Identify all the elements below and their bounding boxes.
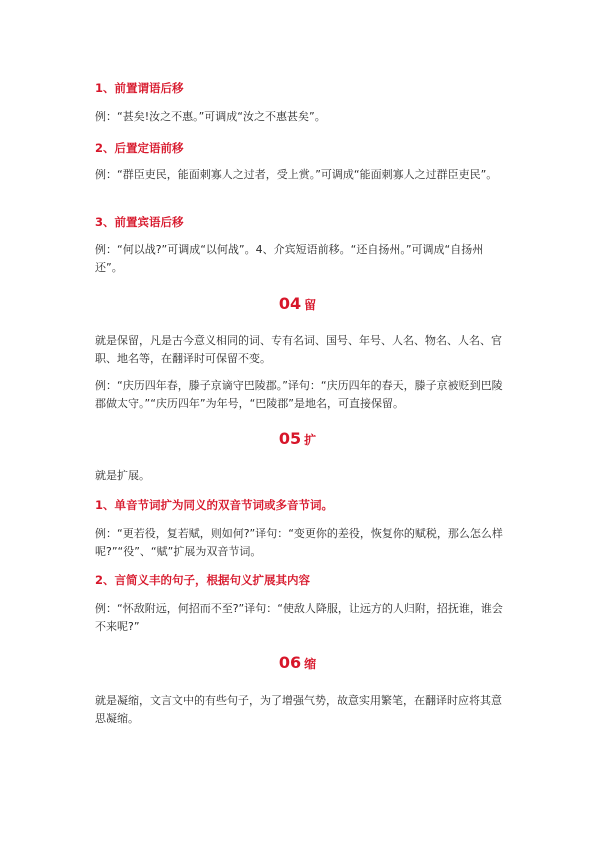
section-word: 留 [304,298,317,312]
heading-sentence-expand: 2、言简义丰的句子，根据句义扩展其内容 [95,573,310,587]
section-title-expand [0,429,595,448]
body-paragraph: 就是保留，凡是古今意义相同的词、专有名词、国号、年号、人名、物名、人名、官职、地名等，在翻译时可保留不变。 [95,334,502,365]
section-number: 05 [278,429,302,448]
heading-monosyllable-expand: 1、单音节词扩为同义的双音节词或多音节词。 [95,498,333,512]
example-paragraph: 例：“甚矣!汝之不惠。”可调成“汝之不惠甚矣”。 [95,110,326,123]
heading-predicate-move: 1、前置谓语后移 [95,81,184,95]
section-title-condense [0,653,595,672]
body-paragraph: 就是扩展。 [95,469,150,482]
example-paragraph: 例：“怀敌附远，何招而不至?”译句：“使敌人降服，让远方的人归附，招抚谁，谁会不来呢?” [95,602,503,633]
section-word: 扩 [304,433,317,447]
example-paragraph: 例：“更若役，复若赋，则如何?”译句：“变更你的差役，恢复你的赋税，那么怎么样呢?”“役”、“赋”扩展为双音节词。 [95,527,503,558]
example-paragraph: 例：“群臣吏民，能面刺寡人之过者，受上赏。”可调成“能面刺寡人之过群臣吏民”。 [95,168,498,181]
heading-attributive-move: 2、后置定语前移 [95,141,184,155]
example-paragraph: 例：“何以战?”可调成“以何战”。4、介宾短语前移。“还自扬州。”可调成“自扬州还”。 [95,243,484,274]
section-number: 04 [278,294,302,313]
section-word: 缩 [304,657,317,671]
section-number: 06 [278,653,302,672]
body-paragraph: 就是凝缩，文言文中的有些句子，为了增强气势，故意实用繁笔，在翻译时应将其意思凝缩。 [95,694,502,725]
section-title-keep [0,294,595,313]
heading-object-move: 3、前置宾语后移 [95,215,184,229]
example-paragraph: 例：“庆历四年春，滕子京谪守巴陵郡。”译句：“庆历四年的春天，滕子京被贬到巴陵郡做太守。”“庆历四年”为年号，“巴陵郡”是地名，可直接保留。 [95,379,503,410]
